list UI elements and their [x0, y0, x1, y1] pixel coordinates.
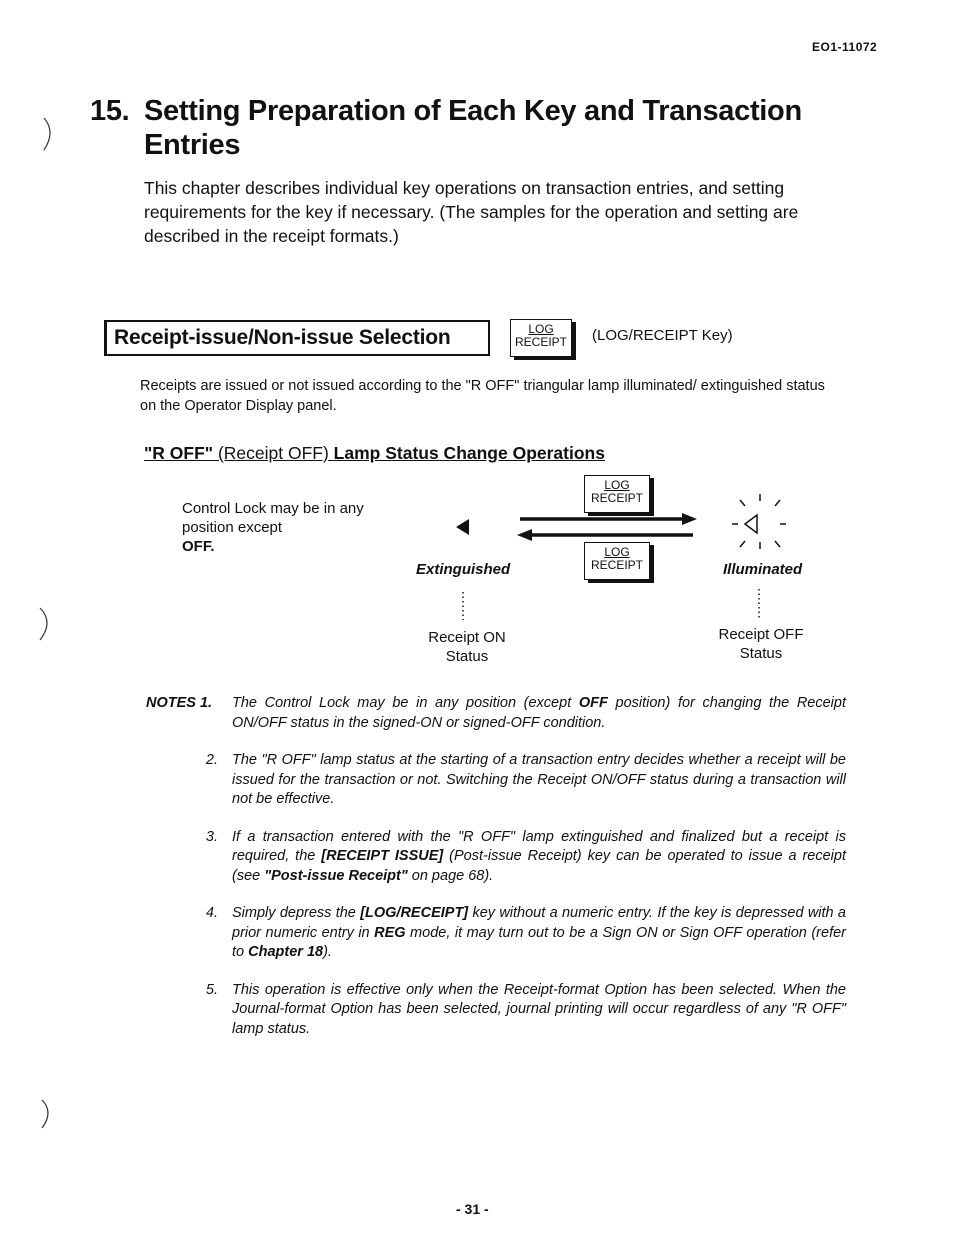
- arrow-left-head: [517, 529, 532, 541]
- note-text: If a transaction entered with the "R OFF" lamp extinguished and finalized but a receipt is required, the [RECEIPT ISSUE] (Post-issue Receipt) key can be operated to issue a receipt (see "Post-issue Receipt" on page 68).: [232, 828, 846, 884]
- key-label-receipt: RECEIPT: [514, 335, 567, 349]
- note-label: 4.: [205, 905, 218, 921]
- key-label-receipt: RECEIPT: [590, 558, 643, 572]
- control-lock-text: Control Lock may be in any position except: [182, 500, 364, 536]
- receipt-off-line2: Status: [739, 645, 783, 662]
- chapter-number: 15.: [90, 95, 130, 127]
- receipt-off-line1: Receipt OFF: [718, 626, 804, 643]
- subheading-part1: "R OFF": [144, 443, 214, 463]
- binding-mark-1: [44, 118, 50, 150]
- receipt-off-status: [706, 625, 816, 663]
- key-label-log: LOG: [528, 322, 554, 336]
- note-label: 5.: [205, 981, 218, 998]
- section-title: Receipt-issue/Non-issue Selection: [114, 326, 451, 349]
- key-label-log: LOG: [604, 478, 630, 492]
- note-label: 3.: [205, 828, 218, 845]
- chapter-title-line2: Entries: [144, 129, 241, 161]
- note-item: [146, 904, 846, 963]
- section-description: Receipts are issued or not issued according to the "R OFF" triangular lamp illuminated/ extinguished status on the Operator Display panel.: [140, 378, 825, 414]
- key-caption: (LOG/RECEIPT Key): [592, 327, 733, 344]
- binding-mark-3: [42, 1100, 48, 1128]
- receipt-on-status: [414, 628, 520, 666]
- control-lock-off: OFF.: [182, 538, 215, 555]
- note-label: NOTES 1.: [146, 695, 213, 711]
- note-text: The Control Lock may be in any position (except OFF position) for changing the Receipt ON/OFF status in the signed-ON or signed-OFF condition.: [232, 695, 846, 731]
- chapter-title-line1: Setting Preparation of Each Key and Transaction: [144, 95, 802, 127]
- note-label: 2.: [205, 752, 218, 768]
- note-item: [146, 828, 846, 887]
- lamp-illuminated-icon: [732, 494, 786, 549]
- lamp-extinguished-icon: [456, 519, 469, 535]
- receipt-on-line2: Status: [445, 648, 489, 665]
- state-extinguished: Extinguished: [416, 561, 511, 578]
- binding-mark-2: [40, 608, 47, 640]
- key-label-log: LOG: [604, 545, 630, 559]
- log-receipt-key-upper: [584, 475, 650, 513]
- note-text: This operation is effective only when the Receipt-format Option has been selected. When the Journal-format Option has been selected, journal printing will occur regardless of any "R OFF" lamp status.: [232, 981, 846, 1037]
- subheading-part3: Lamp Status Change Operations: [333, 443, 605, 463]
- notes-list: [146, 694, 846, 1057]
- key-label-receipt: RECEIPT: [590, 491, 643, 505]
- state-illuminated: Illuminated: [723, 561, 803, 578]
- note-item: [146, 981, 846, 1040]
- note-item: [146, 751, 846, 810]
- log-receipt-key-lower: [584, 542, 650, 580]
- intro-paragraph: This chapter describes individual key operations on transaction entries, and setting requirements for the key if necessary. (The samples for the operation and setting are described in the receipt formats.): [144, 178, 799, 246]
- receipt-on-line1: Receipt ON: [428, 629, 506, 646]
- note-text: The "R OFF" lamp status at the starting of a transaction entry decides whether a receipt will be issued for the transaction or not. Switching the Receipt ON/OFF status during a transaction will not be effective.: [232, 752, 846, 807]
- arrow-right-head: [682, 513, 697, 525]
- document-number: EO1-11072: [812, 40, 878, 54]
- subheading-part2: (Receipt OFF): [213, 443, 334, 463]
- page-number: - 31 -: [456, 1201, 489, 1217]
- note-item: [146, 694, 846, 733]
- note-text: Simply depress the [LOG/RECEIPT] key without a numeric entry. If the key is depressed with a prior numeric entry in REG mode, it may turn out to be a Sign ON or Sign OFF operation (refer to Chapter 18).: [232, 905, 846, 960]
